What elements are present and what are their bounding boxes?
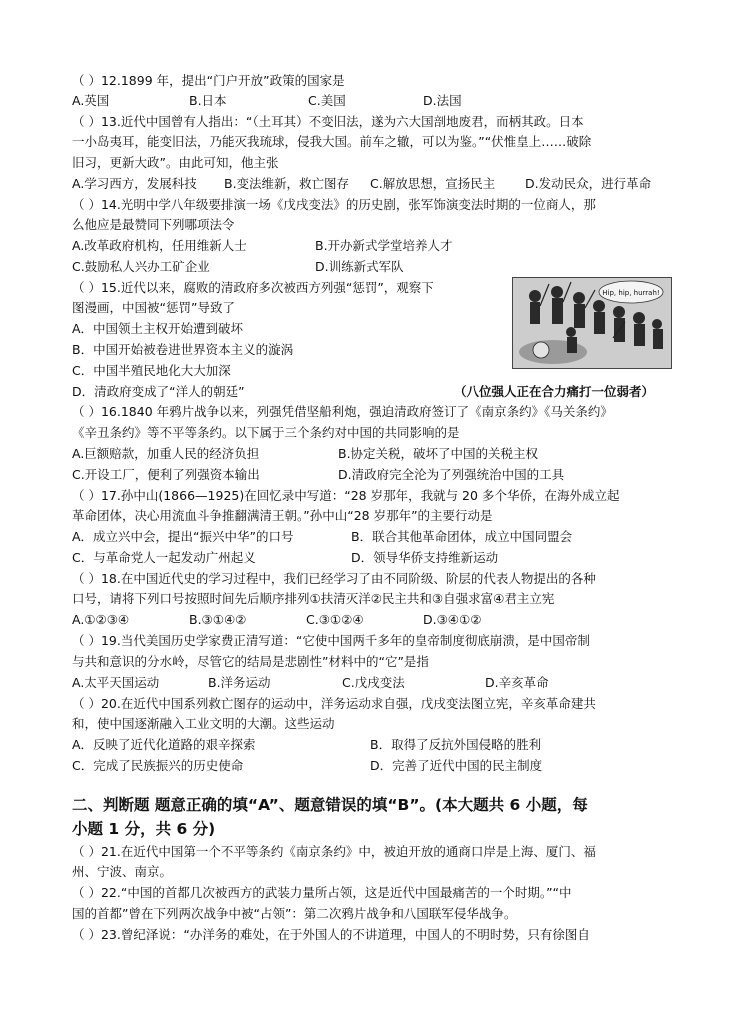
q14-option-a: A.改革政府机构，任用维新人士 <box>72 238 247 253</box>
q20-option-b: B．取得了反抗外国侵略的胜利 <box>370 737 542 752</box>
q19-option-d: D.辛亥革命 <box>485 675 549 690</box>
q19-option-c: C.戊戌变法 <box>342 675 405 690</box>
q22-stem-line-2: 国的首都”曾在下列两次战争中被“占领”：第二次鸦片战争和八国联军侵华战争。 <box>72 906 517 921</box>
q13-stem-line-3: 旧习，更新大政”。由此可知，他主张 <box>72 155 279 170</box>
cartoon-speech-text: Hip, hip, hurrah! <box>602 289 660 297</box>
q13-option-c: C.解放思想，宣扬民主 <box>370 176 496 191</box>
q14-option-b: B.开办新式学堂培养人才 <box>315 238 453 253</box>
q15-option-c: C．中国半殖民地化大大加深 <box>72 363 231 378</box>
q12-option-a: A.英国 <box>72 93 110 108</box>
q15-stem-line-2: 图漫画，中国被“惩罚”导致了 <box>72 300 235 315</box>
q18-option-c: C.③①②④ <box>306 612 364 627</box>
q15-cartoon-caption: （八位强人正在合力痛打一位弱者） <box>454 384 655 399</box>
q21-stem-line-1: （ ）21.在近代中国第一个不平等条约《南京条约》中，被迫开放的通商口岸是上海、厦门、福 <box>72 844 596 859</box>
q14-stem-line-2: 么他应是最赞同下列哪项法令 <box>72 217 235 232</box>
q20-option-d: D．完善了近代中国的民主制度 <box>370 758 543 773</box>
q18-option-d: D.③④①② <box>423 612 482 627</box>
q18-stem-line-1: （ ）18.在中国近代史的学习过程中，我们已经学习了由不同阶级、阶层的代表人物提出的各种 <box>72 571 596 586</box>
q20-stem-line-1: （ ）20.在近代中国系列救亡图存的运动中，洋务运动求自强，戊戌变法图立宪，辛亥革命建共 <box>72 696 596 711</box>
q12-option-c: C.美国 <box>308 93 346 108</box>
q15-stem-line-1: （ ）15.近代以来，腐败的清政府多次被西方列强“惩罚”，观察下 <box>72 280 434 295</box>
q13-option-b: B.变法维新，救亡图存 <box>224 176 350 191</box>
q13-stem-line-2: 一小岛夷耳，能变旧法，乃能灭我琉球，侵我大国。前车之辙，可以为鉴。”“伏惟皇上……破除 <box>72 134 592 149</box>
q12-stem: （ ）12.1899 年，提出“门户开放”政策的国家是 <box>72 73 345 88</box>
q17-option-b: B．联合其他革命团体，成立中国同盟会 <box>351 529 573 544</box>
q19-stem-line-2: 与共和意识的分水岭，尽管它的结局是悲剧性”材料中的“它”是指 <box>72 654 429 669</box>
q18-option-a: A.①②③④ <box>72 612 130 627</box>
q19-stem-line-1: （ ）19.当代美国历史学家费正清写道：“它使中国两千多年的皇帝制度彻底崩溃，是中国帝制 <box>72 633 590 648</box>
q18-option-b: B.③①④② <box>189 612 247 627</box>
q16-option-d: D.清政府完全沦为了列强统治中国的工具 <box>338 467 565 482</box>
q18-stem-line-2: 口号，请将下列口号按照时间先后顺序排列①扶清灭洋②民主共和③自强求富④君主立宪 <box>72 591 555 606</box>
q13-stem-line-1: （ ）13.近代中国曾有人指出：“（土耳其）不变旧法，遂为六大国剖地废君，而柄其政。日本 <box>72 114 584 129</box>
q15-option-d: D．清政府变成了“洋人的朝廷” <box>72 384 245 399</box>
cartoon-illustration <box>513 278 671 368</box>
q19-option-a: A.太平天国运动 <box>72 675 160 690</box>
q16-option-a: A.巨额赔款，加重人民的经济负担 <box>72 446 260 461</box>
q16-option-b: B.协定关税，破坏了中国的关税主权 <box>338 446 539 461</box>
q23-stem-line-1: （ ）23.曾纪泽说：“办洋务的难处，在于外国人的不讲道理，中国人的不明时势，只有徐图自 <box>72 927 590 942</box>
q14-stem-line-1: （ ）14.光明中学八年级要排演一场《戊戌变法》的历史剧，张军饰演变法时期的一位商人，那 <box>72 197 596 212</box>
q16-stem-line-1: （ ）16.1840 年鸦片战争以来，列强凭借坚船利炮，强迫清政府签订了《南京条约》《马关条约》 <box>72 404 613 419</box>
q15-option-a: A．中国领土主权开始遭到破坏 <box>72 321 244 336</box>
q21-stem-line-2: 州、宁波、南京。 <box>72 864 173 879</box>
q20-stem-line-2: 和，使中国逐渐融入工业文明的大潮。这些运动 <box>72 716 335 731</box>
q14-option-d: D.训练新式军队 <box>315 259 404 274</box>
q14-option-c: C.鼓励私人兴办工矿企业 <box>72 259 210 274</box>
q13-option-a: A.学习西方，发展科技 <box>72 176 197 191</box>
q12-option-d: D.法国 <box>423 93 462 108</box>
q17-option-a: A．成立兴中会，提出“振兴中华”的口号 <box>72 529 294 544</box>
section-2-heading-line-1: 二、判断题 题意正确的填“A”、题意错误的填“B”。(本大题共 6 小题，每 <box>72 796 588 814</box>
q17-option-d: D．领导华侨支持维新运动 <box>351 550 499 565</box>
section-2-heading-line-2: 小题 1 分，共 6 分) <box>72 820 216 838</box>
q15-option-b: B．中国开始被卷进世界资本主义的漩涡 <box>72 342 294 357</box>
q16-stem-line-2: 《辛丑条约》等不平等条约。以下属于三个条约对中国的共同影响的是 <box>72 425 460 440</box>
q17-stem-line-1: （ ）17.孙中山(1866—1925)在回忆录中写道：“28 岁那年，我就与 20 多个华侨，在海外成立起 <box>72 488 620 503</box>
q20-option-a: A．反映了近代化道路的艰辛探索 <box>72 737 256 752</box>
q22-stem-line-1: （ ）22.“中国的首都几次被西方的武装力量所占领，这是近代中国最痛苦的一个时期。”“中 <box>72 885 572 900</box>
q15-cartoon-image <box>512 277 672 369</box>
q17-option-c: C．与革命党人一起发动广州起义 <box>72 550 256 565</box>
q12-option-b: B.日本 <box>189 93 227 108</box>
q16-option-c: C.开设工厂，便利了列强资本输出 <box>72 467 260 482</box>
q13-option-d: D.发动民众，进行革命 <box>525 176 652 191</box>
q17-stem-line-2: 革命团体，决心用流血斗争推翻满清王朝。”孙中山“28 岁那年”的主要行动是 <box>72 508 493 523</box>
q20-option-c: C．完成了民族振兴的历史使命 <box>72 758 244 773</box>
q19-option-b: B.洋务运动 <box>208 675 271 690</box>
